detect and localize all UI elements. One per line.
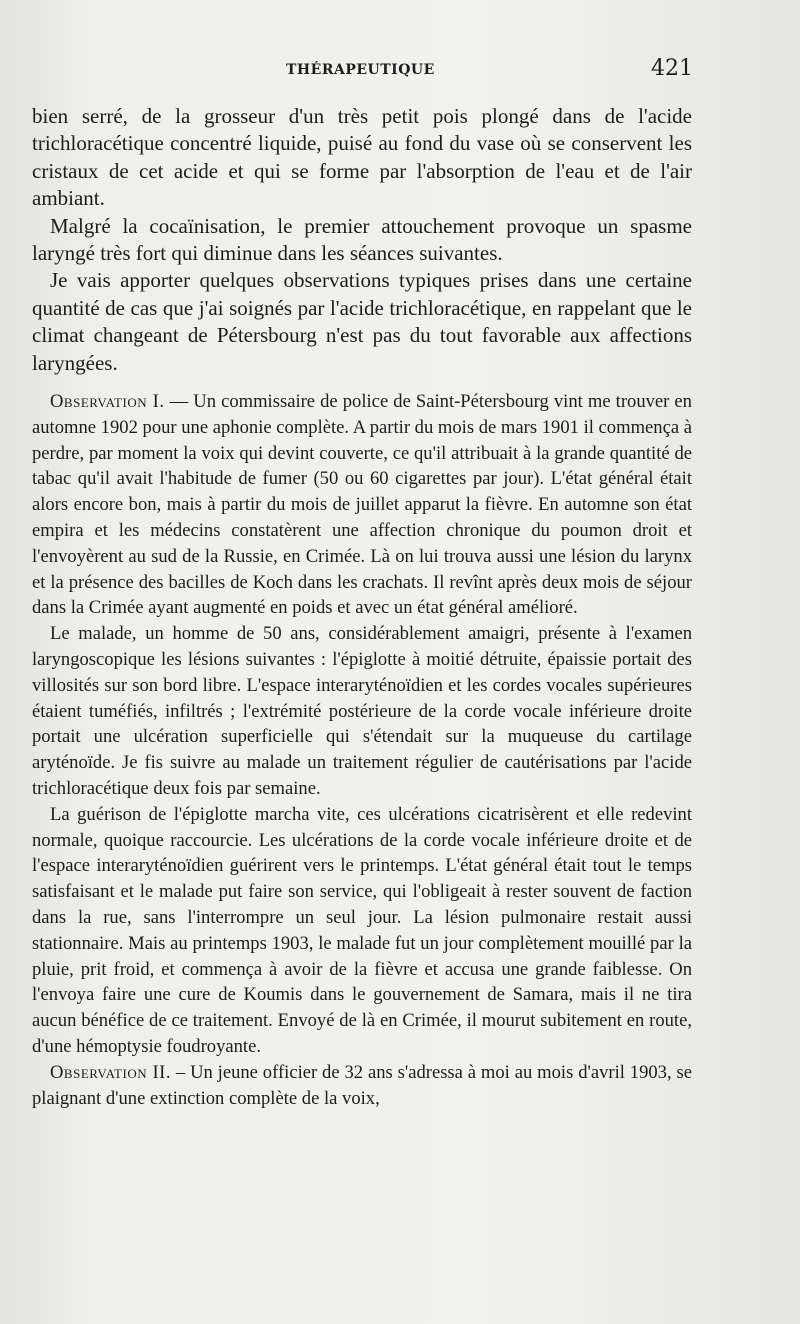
paragraph: [32, 621, 692, 802]
body-text: [32, 103, 692, 1111]
page-number: 421: [651, 56, 693, 81]
observation-label: Observation I.: [50, 391, 165, 413]
paragraph: [32, 267, 692, 377]
paragraph-text: – Un jeune officier de 32 ans s'adressa à moi au mois d'avril 1903, se plaignant d'une extinction complète de la voix,: [32, 1061, 692, 1109]
observation-label: Observation II.: [50, 1061, 172, 1083]
paragraph-text: Je vais apporter quelques observations typiques prises dans une certaine quantité de cas que j'ai soignés par l'acide trichloracétique, en rappelant que le climat changeant de Pétersbourg n'est pas du tout favorable aux affections laryngées.: [32, 268, 692, 375]
paragraph: [32, 103, 692, 213]
observation-paragraph: [32, 389, 692, 621]
observation-paragraph: [32, 1060, 692, 1112]
paragraph-text: — Un commissaire de police de Saint-Pétersbourg vint me trouver en automne 1902 pour une aphonie complète. A partir du mois de mars 1901 il commença à perdre, par moment la voix qui devint couverte, ce qu'il attribuait à la grande quantité de tabac qu'il avait l'habitude de fumer (50 ou 60 cigarettes par jour). L'état général était alors encore bon, mais à partir du mois de juillet apparut la fièvre. En automne son état empira et les médecins constatèrent une affection chronique du poumon droit et l'envoyèrent au sud de la Russie, en Crimée. Là on lui trouva aussi une lésion du larynx et la présence des bacilles de Koch dans les crachats. Il revînt après deux mois de séjour dans la Crimée ayant augmenté en poids et avec un état général amélioré.: [32, 391, 692, 619]
page-header: [0, 56, 800, 86]
paragraph-text: bien serré, de la grosseur d'un très petit pois plongé dans de l'acide trichloracétique concentré liquide, puisé au fond du vase où se conservent les cristaux de cet acide et qui se forme par l'absorption de l'eau et de l'air ambiant.: [32, 104, 692, 211]
paragraph: [32, 802, 692, 1060]
paragraph: [32, 213, 692, 268]
paragraph-text: Le malade, un homme de 50 ans, considérablement amaigri, présente à l'examen laryngoscopique les lésions suivantes : l'épiglotte à moitié détruite, épaissie portait des villosités sur son bord libre. L'espace interaryténoïdien et les cordes vocales supérieures étaient tuméfiés, infiltrés ; l'extrémité postérieure de la corde vocale inférieure droite portait une ulcération superficielle qui s'étendait sur la muqueuse du cartilage aryténoïde. Je fis suivre au malade un traitement régulier de cautérisations par l'acide trichloracétique deux fois par semaine.: [32, 623, 692, 800]
paragraph-text: Malgré la cocaïnisation, le premier attouchement provoque un spasme laryngé très fort qui diminue dans les séances suivantes.: [32, 213, 692, 266]
paragraph-text: La guérison de l'épiglotte marcha vite, ces ulcérations cicatrisèrent et elle redevint normale, quoique raccourcie. Les ulcérations de la corde vocale inférieure droite et de l'espace interaryténoïdien guérirent vers le printemps. L'état général était tout le temps satisfaisant et le malade put faire son service, qui l'obligeait à rester souvent de faction dans la rue, sans l'interrompre un seul jour. La lésion pulmonaire restait aussi stationnaire. Mais au printemps 1903, le malade fut un jour complètement mouillé par la pluie, prit froid, et commença à avoir de la fièvre et accusa une grande faiblesse. On l'envoya faire une cure de Koumis dans le gouvernement de Samara, mais il ne tira aucun bénéfice de ce traitement. Envoyé de là en Crimée, il mourut subitement en route, d'une hémoptysie foudroyante.: [32, 803, 692, 1057]
running-title: THÉRAPEUTIQUE: [286, 62, 435, 78]
